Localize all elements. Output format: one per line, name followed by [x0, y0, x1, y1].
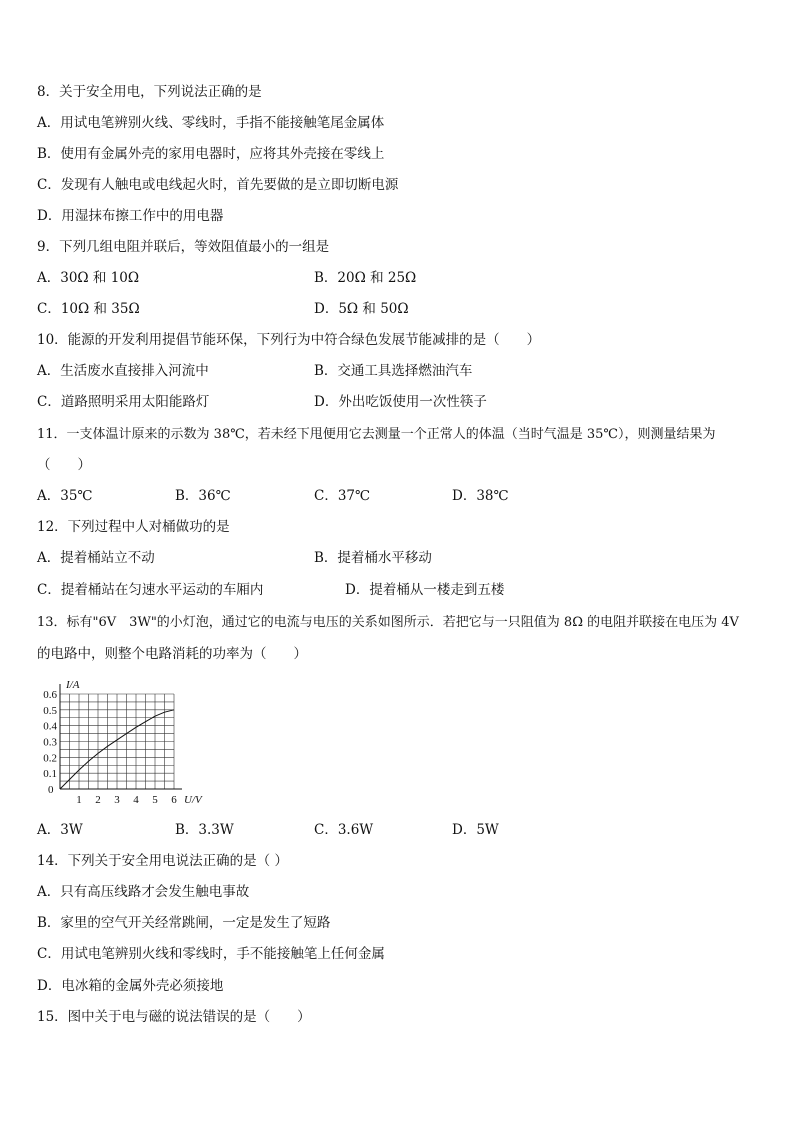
- q10-option-a: A．生活废水直接排入河流中: [37, 363, 209, 379]
- q13-stem: 13．标有"6V 3W"的小灯泡，通过它的电流与电压的关系如图所示．若把它与一只阻值为 8Ω 的电阻并联接在电压为 4V: [37, 615, 739, 630]
- graph-grid: [60, 694, 174, 789]
- y-tick-label: 0.1: [43, 768, 57, 781]
- q10-option-c: C．道路照明采用太阳能路灯: [37, 394, 210, 410]
- q13-stem-continued: 的电路中，则整个电路消耗的功率为（ ）: [37, 646, 307, 662]
- y-tick-label: 0.6: [43, 689, 57, 701]
- q10-stem: 10．能源的开发利用提倡节能环保，下列行为中符合绿色发展节能减排的是（ ）: [37, 332, 541, 348]
- q9-option-c: C．10Ω 和 35Ω: [37, 301, 140, 317]
- q9-option-d: D．5Ω 和 50Ω: [314, 301, 409, 317]
- q11-option-c: C．37℃: [314, 488, 371, 504]
- x-tick-label: 2: [95, 794, 101, 806]
- x-tick-label: 4: [133, 794, 139, 806]
- q10-option-d: D．外出吃饭使用一次性筷子: [314, 394, 487, 410]
- q10-option-b: B．交通工具选择燃油汽车: [314, 363, 473, 379]
- y-tick-label: 0.2: [43, 752, 57, 765]
- q14-option-c: C．用试电笔辨别火线和零线时，手不能接触笔上任何金属: [37, 946, 385, 962]
- q14-option-b: B．家里的空气开关经常跳闸，一定是发生了短路: [37, 915, 331, 931]
- q11-option-d: D．38℃: [452, 488, 509, 504]
- q11-option-b: B．36℃: [175, 488, 231, 504]
- q11-stem: 11．一支体温计原来的示数为 38℃，若未经下甩便用它去测量一个正常人的体温（当时气温是 35℃），则测量结果为: [37, 427, 716, 442]
- x-tick-label: 5: [152, 794, 158, 806]
- q15-stem: 15．图中关于电与磁的说法错误的是（ ）: [37, 1009, 311, 1025]
- q12-option-c: C．提着桶站在匀速水平运动的车厢内: [37, 582, 264, 598]
- q8-stem: 8．关于安全用电，下列说法正确的是: [37, 84, 262, 100]
- x-axis-label: U/V: [184, 794, 202, 806]
- y-tick-label: 0.4: [43, 720, 57, 733]
- q8-option-a: A．用试电笔辨别火线、零线时，手指不能接触笔尾金属体: [37, 115, 385, 131]
- x-tick-label: 6: [171, 794, 177, 806]
- q12-option-b: B．提着桶水平移动: [314, 550, 432, 566]
- q13-option-d: D．5W: [452, 822, 499, 838]
- y-tick-label: 0.5: [43, 704, 57, 717]
- q8-option-b: B．使用有金属外壳的家用电器时，应将其外壳接在零线上: [37, 146, 385, 162]
- current-voltage-graph: [36, 674, 216, 814]
- q14-stem: 14．下列关于安全用电说法正确的是（ ）: [37, 853, 288, 869]
- q12-stem: 12．下列过程中人对桶做功的是: [37, 519, 230, 535]
- q8-option-c: C．发现有人触电或电线起火时，首先要做的是立即切断电源: [37, 177, 399, 193]
- q14-option-d: D．电冰箱的金属外壳必须接地: [37, 978, 224, 994]
- q13-option-b: B．3.3W: [175, 822, 234, 838]
- q14-option-a: A．只有高压线路才会发生触电事故: [37, 884, 250, 900]
- x-tick-label: 1: [76, 794, 82, 806]
- q9-option-a: A．30Ω 和 10Ω: [37, 270, 140, 286]
- q8-option-d: D．用湿抹布擦工作中的用电器: [37, 208, 224, 224]
- y-tick-label: 0.3: [43, 736, 57, 749]
- q13-option-a: A．3W: [37, 822, 83, 838]
- q11-stem-continued: （ ）: [37, 457, 91, 473]
- graph-ticks: [43, 689, 177, 806]
- q12-option-a: A．提着桶站立不动: [37, 550, 155, 566]
- origin-label: 0: [48, 784, 54, 796]
- q11-option-a: A．35℃: [37, 488, 93, 504]
- x-tick-label: 3: [114, 794, 120, 806]
- q9-option-b: B．20Ω 和 25Ω: [314, 270, 417, 286]
- q13-option-c: C．3.6W: [314, 822, 374, 838]
- q12-option-d: D．提着桶从一楼走到五楼: [345, 582, 505, 598]
- y-axis-label: I/A: [66, 679, 80, 691]
- q9-stem: 9．下列几组电阻并联后，等效阻值最小的一组是: [37, 239, 330, 255]
